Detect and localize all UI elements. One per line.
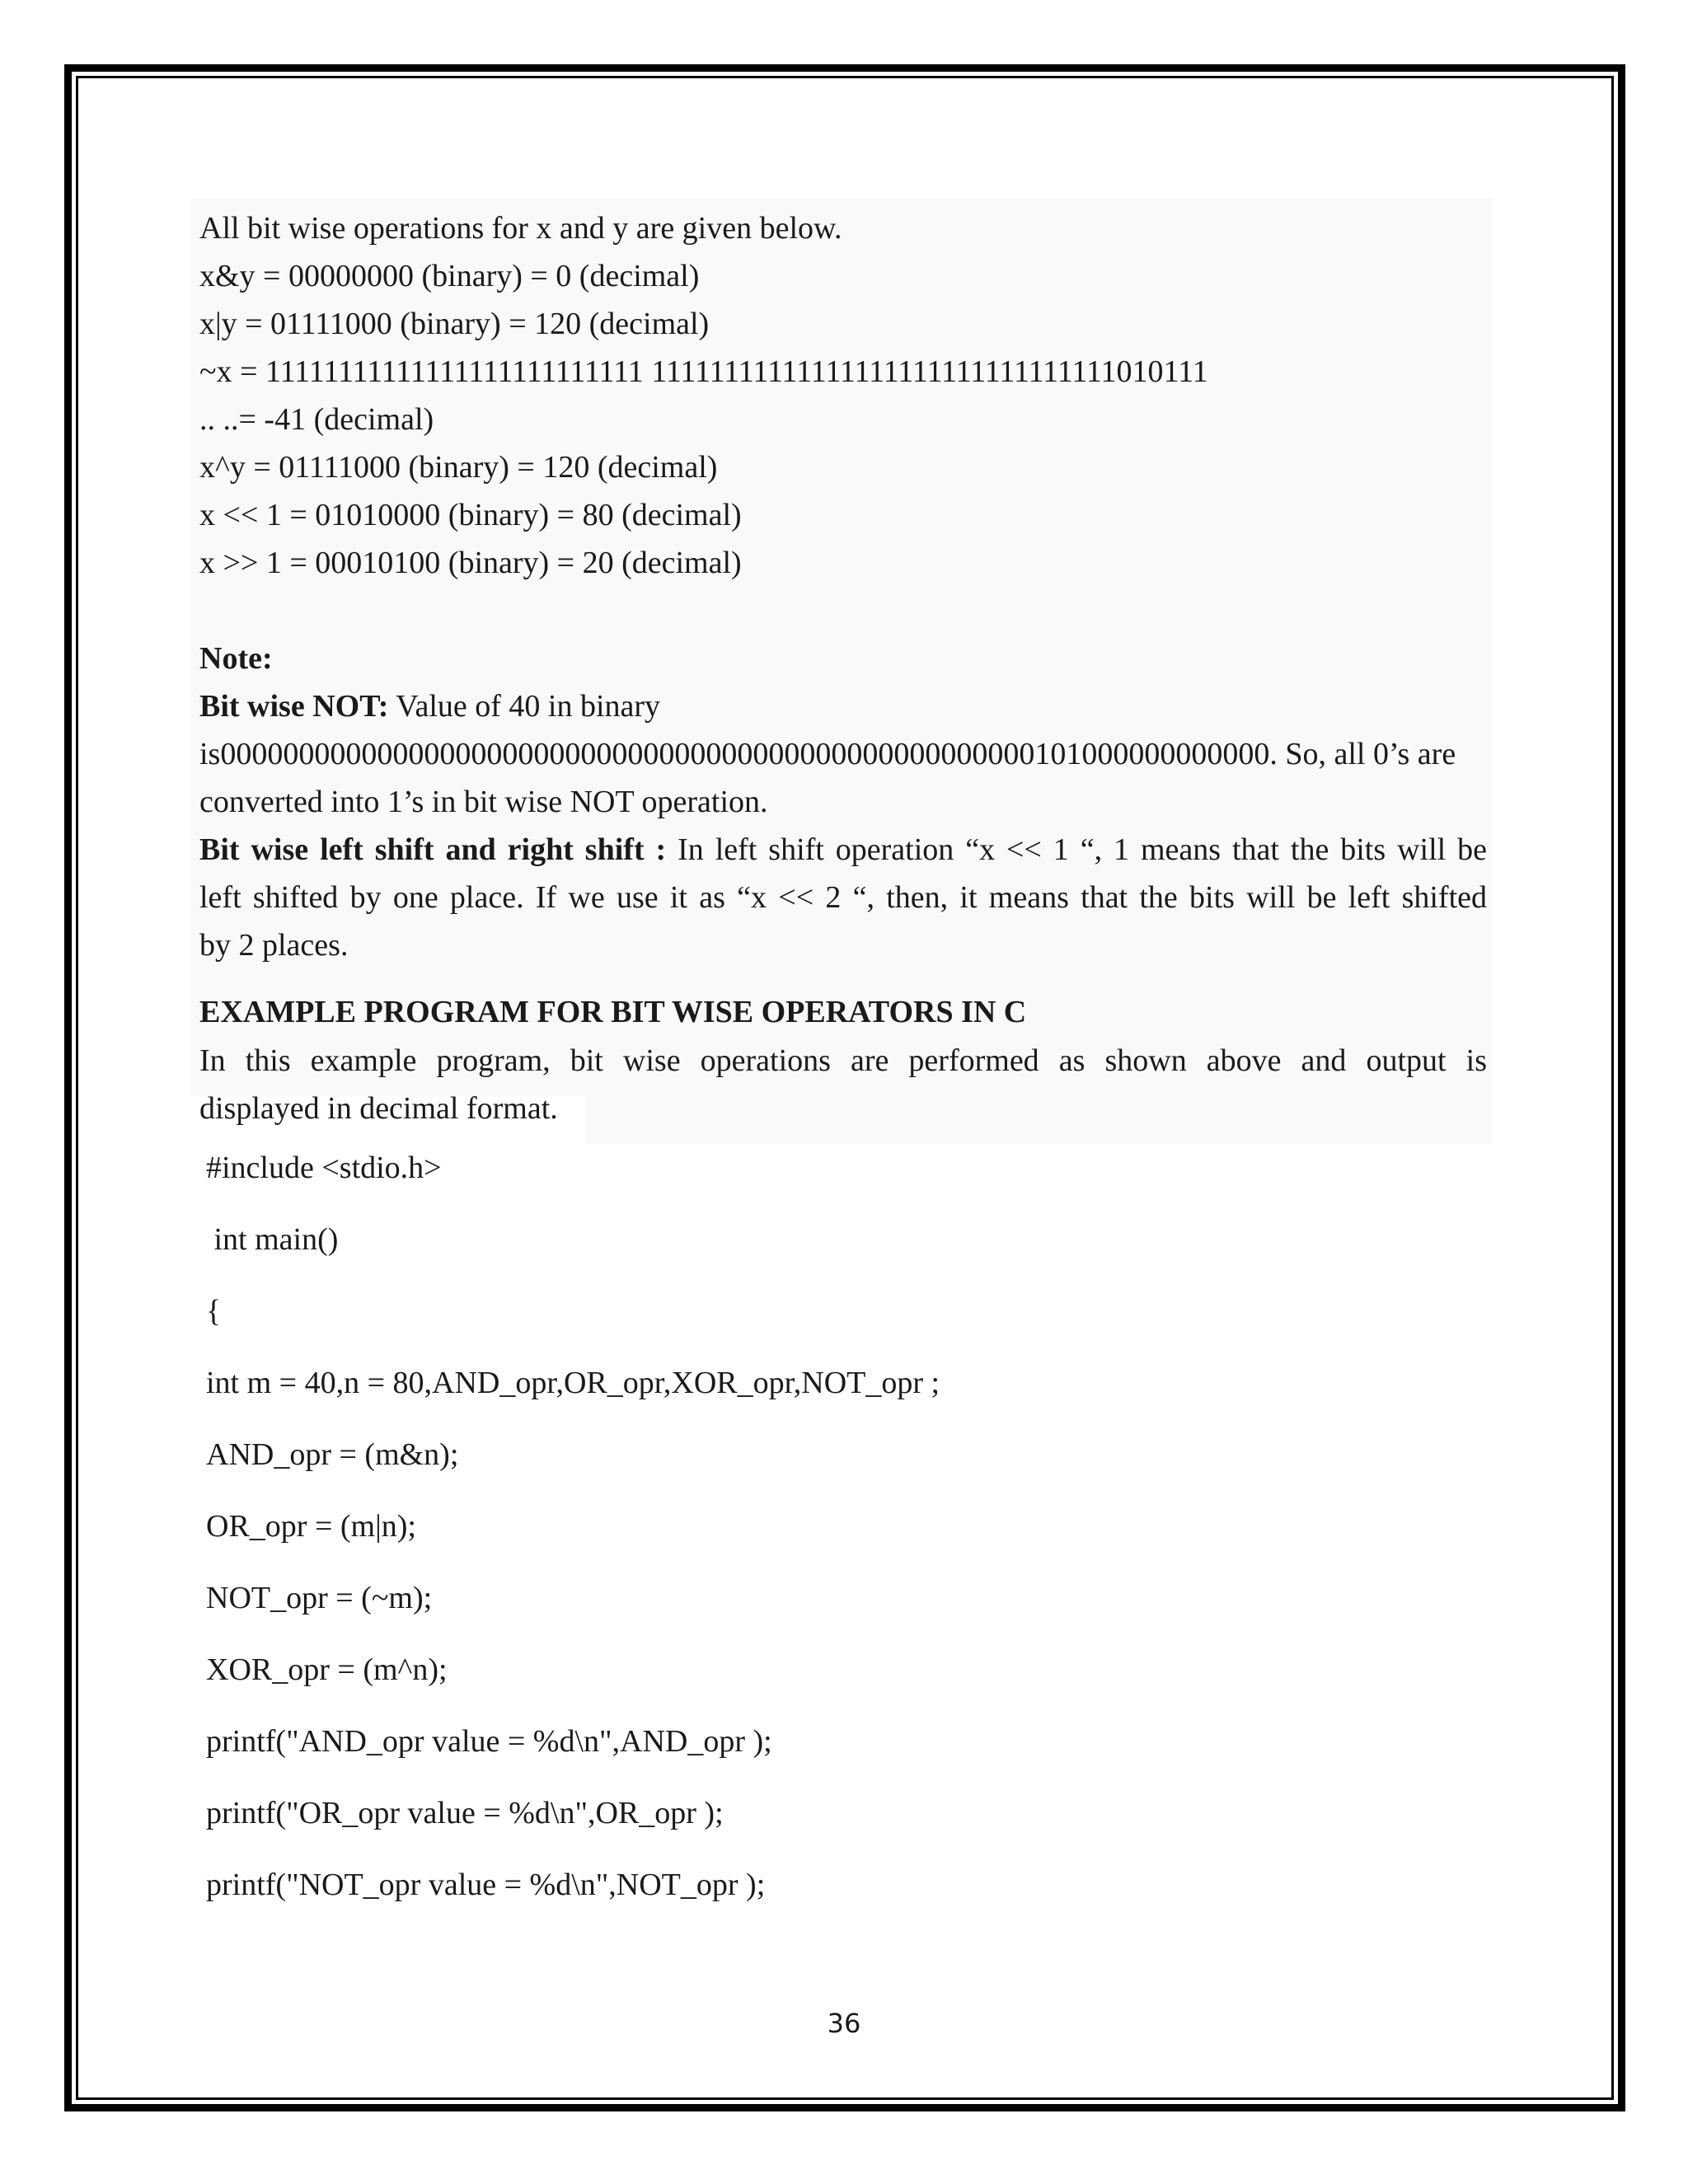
note-shift-label: Bit wise left shift and right shift : <box>199 832 667 867</box>
page-content <box>199 204 1487 1132</box>
code-line: printf("NOT_opr value = %d\n",NOT_opr ); <box>206 1868 766 1902</box>
note-shift-text: In left shift operation “x << 1 “, 1 means that the bits will be <box>666 832 1487 867</box>
and-operation-line: x&y = 00000000 (binary) = 0 (decimal) <box>199 259 700 293</box>
code-line: OR_opr = (m|n); <box>206 1509 416 1544</box>
note-shift-text-line2: left shifted by one place. If we use it as “x << 2 “, then, it means that the bits will be left shifted <box>199 880 1487 915</box>
note-shift-paragraph <box>199 826 1487 874</box>
code-line: { <box>206 1294 222 1329</box>
code-line: #include <stdio.h> <box>206 1151 442 1185</box>
note-not-binary: is0000000000000000000000000000000000000000000000000000101000000000000. So, all 0’s are <box>199 737 1456 771</box>
example-heading: EXAMPLE PROGRAM FOR BIT WISE OPERATORS IN C <box>199 995 1027 1029</box>
example-description-line2: displayed in decimal format. <box>199 1091 558 1126</box>
right-shift-line: x >> 1 = 00010100 (binary) = 20 (decimal) <box>199 546 742 580</box>
code-line: int main() <box>206 1222 339 1257</box>
example-description: In this example program, bit wise operations are performed as shown above and output is <box>199 1043 1487 1078</box>
code-line: XOR_opr = (m^n); <box>206 1652 448 1687</box>
code-line: printf("AND_opr value = %d\n",AND_opr ); <box>206 1724 772 1759</box>
page-number: 36 <box>827 2008 861 2039</box>
code-line: NOT_opr = (~m); <box>206 1581 433 1615</box>
note-not-text: Value of 40 in binary <box>388 689 661 724</box>
left-shift-line: x << 1 = 01010000 (binary) = 80 (decimal) <box>199 498 742 532</box>
code-listing <box>206 1144 1442 1933</box>
code-line: printf("OR_opr value = %d\n",OR_opr ); <box>206 1796 724 1830</box>
note-shift-text-line3: by 2 places. <box>199 928 349 963</box>
not-operation-continuation: .. ..= -41 (decimal) <box>199 402 434 437</box>
note-not-paragraph <box>199 682 1487 730</box>
xor-operation-line: x^y = 01111000 (binary) = 120 (decimal) <box>199 450 718 485</box>
note-title: Note: <box>199 641 273 676</box>
code-line: int m = 40,n = 80,AND_opr,OR_opr,XOR_opr,NOT_opr ; <box>206 1366 940 1400</box>
note-not-conclusion: converted into 1’s in bit wise NOT operation. <box>199 785 768 819</box>
or-operation-line: x|y = 01111000 (binary) = 120 (decimal) <box>199 307 710 341</box>
not-operation-line: ~x = 11111111111111111111111111 11111111111111111111111111111111010111 <box>199 354 1208 389</box>
code-line: AND_opr = (m&n); <box>206 1437 459 1472</box>
operations-intro: All bit wise operations for x and y are given below. <box>199 211 842 246</box>
note-not-label: Bit wise NOT: <box>199 689 389 724</box>
